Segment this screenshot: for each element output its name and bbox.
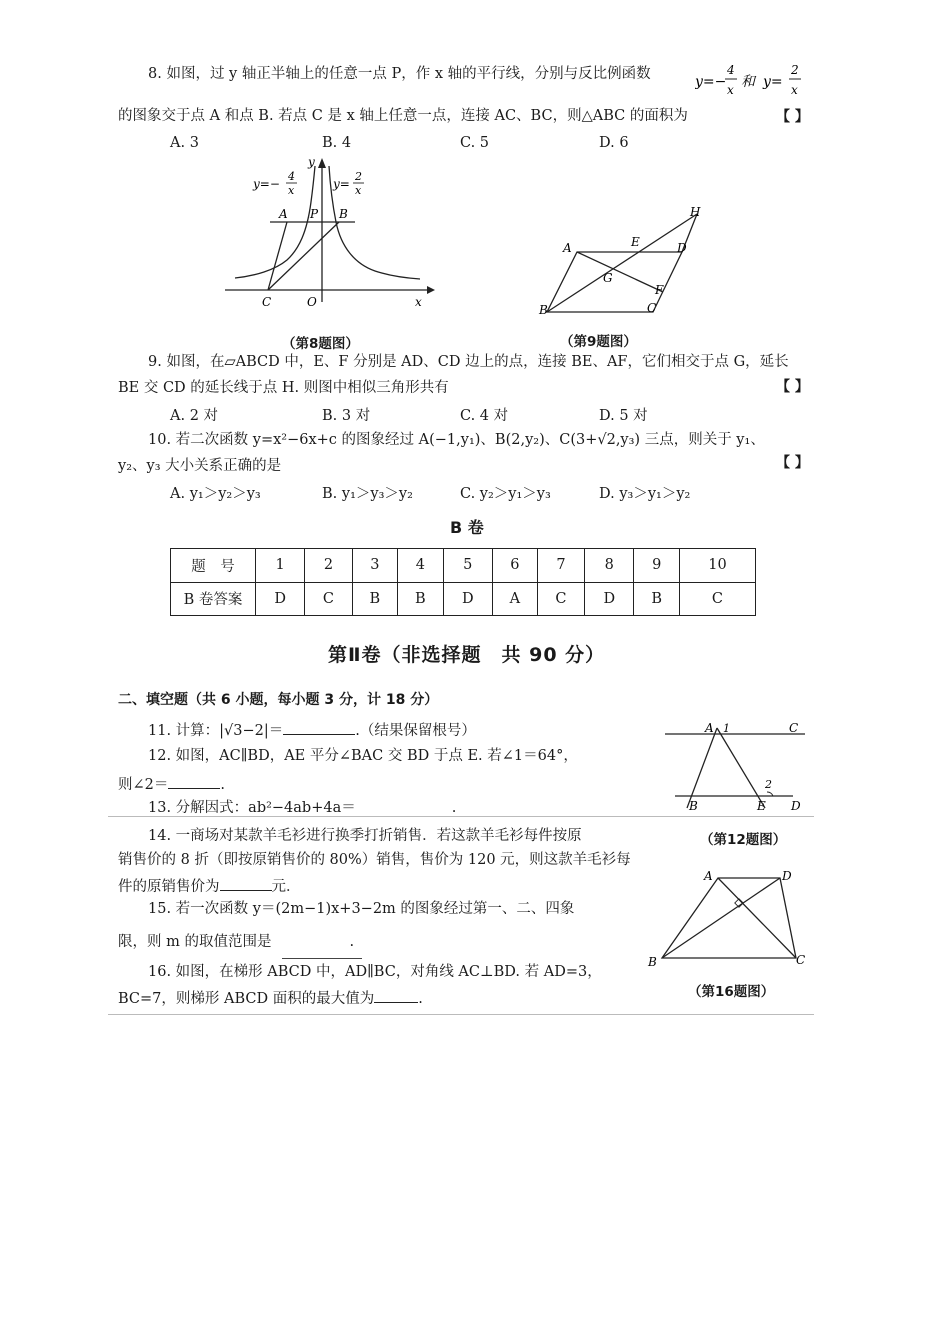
q12-answer-blank[interactable] bbox=[168, 774, 220, 789]
q8-option-a: A. 3 bbox=[170, 135, 199, 151]
fig8-left-func: y=− bbox=[253, 177, 280, 191]
q14-line3 bbox=[118, 876, 301, 897]
fig8-label-a: A bbox=[279, 207, 288, 221]
q8-formula bbox=[695, 60, 815, 106]
fig16-caption: （第16题图） bbox=[688, 984, 775, 1000]
q9-line1: 9. 如图，在▱ABCD 中，E、F 分别是 AD、CD 边上的点，连接 BE、AF，它们相交于点 G，延长 bbox=[148, 354, 789, 370]
q10-option-d: D. y₃＞y₁＞y₂ bbox=[599, 486, 691, 502]
fig8-segment-ac bbox=[268, 222, 287, 290]
q15-period: . bbox=[349, 934, 355, 950]
q16-line1: 16. 如图，在梯形 ABCD 中，AD∥BC，对角线 AC⊥BD. 若 AD=3， bbox=[148, 964, 602, 980]
fig16-label-a: A bbox=[704, 869, 713, 883]
svg-text:2: 2 bbox=[791, 63, 799, 77]
q15-text: 限，则 m 的取值范围是 bbox=[118, 934, 272, 950]
q14-answer-blank[interactable] bbox=[220, 876, 272, 891]
q12-text: 则∠2＝ bbox=[118, 777, 169, 793]
fig9-label-e: E bbox=[631, 235, 640, 249]
fig8-label-x: x bbox=[415, 295, 422, 307]
q16-period: . bbox=[418, 991, 423, 1007]
fig12-label-e: E bbox=[757, 799, 766, 812]
q10-option-b: B. y₁＞y₃＞y₂ bbox=[322, 486, 413, 502]
fig9-abcd bbox=[547, 252, 682, 312]
fig9-line-bh bbox=[547, 214, 697, 312]
fig8-right-func: y= bbox=[333, 177, 350, 191]
q9-option-c: C. 4 对 bbox=[460, 408, 509, 424]
q14-line1: 14. 一商场对某款羊毛衫进行换季打折销售．若这款羊毛衫每件按原 bbox=[148, 828, 582, 844]
fig8-label-p: P bbox=[310, 207, 319, 221]
q12-period: . bbox=[220, 777, 225, 793]
b-table-answer-row bbox=[171, 582, 756, 616]
b-table-answer: B bbox=[352, 582, 398, 616]
q14-line2: 销售价的 8 折（即按原销售价的 80%）销售，售价为 120 元，则这款羊毛衫每 bbox=[118, 852, 631, 868]
q14-unit: 元． bbox=[271, 879, 301, 895]
fig9-parallelogram bbox=[535, 200, 715, 320]
q11 bbox=[148, 720, 476, 741]
q12-line1: 12. 如图，AC∥BD，AE 平分∠BAC 交 BD 于点 E. 若∠1＝64°， bbox=[148, 748, 578, 764]
fig8-label-y: y bbox=[308, 155, 315, 169]
fig12-parallel-lines bbox=[665, 712, 815, 812]
svg-text:4: 4 bbox=[288, 170, 295, 183]
q10-line1: 10. 若二次函数 y=x²−6x+c 的图象经过 A(−1,y₁)、B(2,y₂)、C(3+√2,y₃) 三点，则关于 y₁、 bbox=[148, 432, 765, 448]
fig8-label-b: B bbox=[339, 207, 348, 221]
b-table-answer: C bbox=[679, 582, 755, 616]
fig16-label-b: B bbox=[648, 955, 657, 969]
q8-option-d: D. 6 bbox=[599, 135, 629, 151]
b-answer-table bbox=[170, 548, 756, 616]
q10-option-c: C. y₂＞y₁＞y₃ bbox=[460, 486, 551, 502]
fill-heading: 二、填空题（共 6 小题，每小题 3 分，计 18 分） bbox=[118, 692, 439, 708]
b-table-answer: B bbox=[398, 582, 444, 616]
q11-note: .（结果保留根号） bbox=[355, 723, 476, 739]
fig9-label-h: H bbox=[690, 205, 701, 219]
b-table-number: 10 bbox=[679, 549, 755, 583]
b-table-number: 2 bbox=[305, 549, 352, 583]
fig16-diagonal-bd bbox=[662, 878, 780, 958]
q15-line1: 15. 若一次函数 y＝(2m−1)x+3−2m 的图象经过第一、二、四象 bbox=[148, 901, 575, 917]
b-table-number: 8 bbox=[585, 549, 634, 583]
b-table-answer: C bbox=[537, 582, 584, 616]
fig12-label-c: C bbox=[789, 721, 799, 735]
b-table-number: 5 bbox=[443, 549, 492, 583]
q11-answer-blank[interactable] bbox=[283, 720, 355, 735]
q15-answer-underline bbox=[282, 958, 362, 959]
fig8-caption: （第8题图） bbox=[282, 336, 359, 352]
q8-formula-svg bbox=[695, 60, 815, 102]
svg-text:y=−: y=− bbox=[695, 74, 727, 90]
fig12-label-d: D bbox=[791, 799, 801, 812]
fig9-label-g: G bbox=[603, 271, 613, 285]
svg-text:y=: y= bbox=[763, 74, 783, 90]
q13 bbox=[148, 798, 456, 818]
q8-line2: 的图象交于点 A 和点 B. 若点 C 是 x 轴上任意一点，连接 AC、BC，则△ABC 的面积为 bbox=[118, 108, 688, 124]
q8-line1-text: 8. 如图，过 y 轴正半轴上的任意一点 P，作 x 轴的平行线，分别与反比例函数 bbox=[148, 66, 651, 82]
fig9-label-b: B bbox=[539, 303, 548, 317]
q13-text: 13. 分解因式：ab²−4ab+4a＝ bbox=[148, 800, 356, 816]
b-table-header-row bbox=[171, 549, 756, 583]
b-table-answer: C bbox=[305, 582, 352, 616]
b-table-answer: D bbox=[443, 582, 492, 616]
b-table-number: 6 bbox=[492, 549, 537, 583]
svg-text:x: x bbox=[355, 184, 362, 197]
b-table-answer: A bbox=[492, 582, 537, 616]
b-table-number: 9 bbox=[634, 549, 680, 583]
fig16-label-c: C bbox=[796, 953, 806, 967]
fig12-caption: （第12题图） bbox=[700, 832, 787, 848]
fig8-hyperbola-graph bbox=[215, 152, 440, 307]
fig9-line-af bbox=[577, 252, 663, 292]
fig12-label-1: 1 bbox=[723, 722, 730, 735]
fig8-y-arrow bbox=[318, 158, 326, 168]
svg-text:和: 和 bbox=[741, 74, 755, 90]
q8-bracket: 【 】 bbox=[776, 109, 809, 125]
fig9-label-a: A bbox=[563, 241, 572, 255]
b-table-answer: D bbox=[256, 582, 305, 616]
b-section-title: B 卷 bbox=[450, 518, 484, 537]
svg-text:x: x bbox=[791, 83, 798, 97]
q11-text: 11. 计算：|√3−2|＝ bbox=[148, 723, 284, 739]
fig9-label-d: D bbox=[677, 241, 687, 255]
fig9-label-f: F bbox=[655, 283, 664, 297]
b-table-number: 7 bbox=[537, 549, 584, 583]
q8-option-b: B. 4 bbox=[322, 135, 352, 151]
fig16-diagonal-ac bbox=[718, 878, 796, 958]
q9-option-a: A. 2 对 bbox=[170, 408, 219, 424]
fig12-label-a: A bbox=[705, 721, 714, 735]
svg-text:x: x bbox=[727, 83, 734, 97]
fig8-label-c: C bbox=[262, 295, 272, 307]
fig8-label-o: O bbox=[307, 295, 317, 307]
b-table-number: 4 bbox=[398, 549, 444, 583]
part2-title: 第Ⅱ卷（非选择题 共 90 分） bbox=[328, 644, 606, 666]
q9-option-b: B. 3 对 bbox=[322, 408, 371, 424]
b-table-answer-label: B 卷答案 bbox=[171, 582, 256, 616]
q8-line1 bbox=[148, 64, 651, 84]
q10-bracket: 【 】 bbox=[776, 455, 809, 471]
section-divider-bottom bbox=[108, 1014, 814, 1015]
q13-period: . bbox=[451, 800, 457, 816]
b-table-number: 3 bbox=[352, 549, 398, 583]
fig16-label-d: D bbox=[782, 869, 792, 883]
b-table-answer: B bbox=[634, 582, 680, 616]
fig8-x-arrow bbox=[427, 286, 435, 294]
fig16-trapezoid bbox=[640, 864, 815, 972]
fig9-caption: （第9题图） bbox=[560, 334, 637, 350]
section-divider-top bbox=[108, 816, 814, 817]
b-table-answer: D bbox=[585, 582, 634, 616]
q10-option-a: A. y₁＞y₂＞y₃ bbox=[170, 486, 261, 502]
q9-line2: BE 交 CD 的延长线于点 H. 则图中相似三角形共有 bbox=[118, 380, 449, 396]
q16-text: BC=7，则梯形 ABCD 面积的最大值为 bbox=[118, 991, 375, 1007]
q8-option-c: C. 5 bbox=[460, 135, 490, 151]
svg-text:x: x bbox=[288, 184, 295, 197]
svg-text:2: 2 bbox=[355, 170, 362, 183]
fig9-label-c: C bbox=[647, 301, 657, 315]
q14-text: 件的原销售价为 bbox=[118, 879, 220, 895]
fig12-label-b: B bbox=[689, 799, 698, 812]
q16-answer-blank[interactable] bbox=[374, 988, 418, 1003]
q16-line2 bbox=[118, 988, 423, 1009]
q9-bracket: 【 】 bbox=[776, 379, 809, 395]
fig12-label-2: 2 bbox=[765, 778, 772, 791]
b-table-header-label: 题 号 bbox=[171, 549, 256, 583]
q10-line2: y₂、y₃ 大小关系正确的是 bbox=[118, 458, 282, 474]
q15-line2 bbox=[118, 932, 354, 952]
b-table-number: 1 bbox=[256, 549, 305, 583]
q9-option-d: D. 5 对 bbox=[599, 408, 648, 424]
svg-text:4: 4 bbox=[727, 63, 735, 77]
q12-line2 bbox=[118, 774, 225, 795]
